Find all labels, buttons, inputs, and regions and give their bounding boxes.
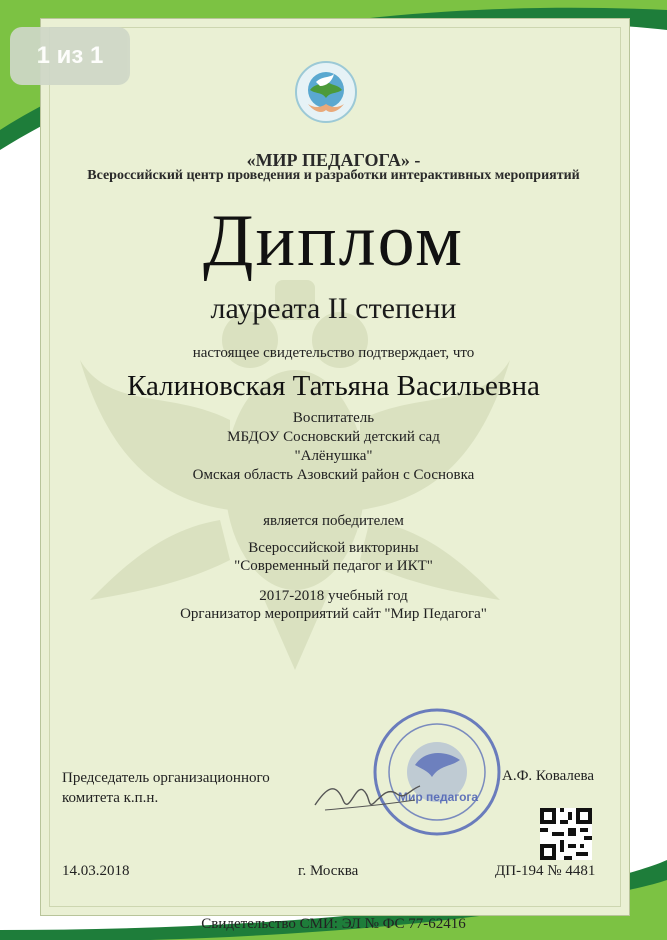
document-number: ДП-194 № 4481 xyxy=(495,863,596,879)
handwritten-signature xyxy=(305,760,425,830)
issue-city: г. Москва xyxy=(298,863,359,879)
mir-pedagoga-logo xyxy=(294,60,358,124)
academic-year: 2017-2018 учебный год xyxy=(259,588,408,604)
qr-code xyxy=(540,808,592,860)
chairman-title xyxy=(62,768,270,808)
recipient-name: Калиновская Татьяна Васильевна xyxy=(127,370,540,402)
issue-date: 14.03.2018 xyxy=(62,863,130,879)
organizer-text: Организатор мероприятий сайт "Мир Педагога" xyxy=(180,606,487,622)
chairman-line-2: комитета к.п.н. xyxy=(62,790,159,806)
organization-title: «МИР ПЕДАГОГА» - xyxy=(246,150,421,170)
event-type: Всероссийской викторины xyxy=(248,540,419,556)
winner-status: является победителем xyxy=(263,513,404,529)
recipient-institution: МБДОУ Сосновский детский сад xyxy=(227,429,440,445)
page-indicator: 1 из 1 xyxy=(10,27,130,85)
stamp-label: Мир педагога xyxy=(398,790,479,804)
signer-name: А.Ф. Ковалева xyxy=(502,768,595,784)
recipient-location: Омская область Азовский район с Сосновка xyxy=(192,467,475,483)
event-name: "Современный педагог и ИКТ" xyxy=(234,558,433,574)
diploma-heading: Диплом xyxy=(202,200,465,282)
media-registration: Свидетельство СМИ: ЭЛ № ФС 77-62416 xyxy=(201,916,466,932)
chairman-line-1: Председатель организационного xyxy=(62,770,270,786)
certifies-text: настоящее свидетельство подтверждает, что xyxy=(192,345,475,361)
institution-name: "Алёнушка" xyxy=(294,448,373,464)
organization-subtitle: Всероссийский центр проведения и разработки интерактивных мероприятий xyxy=(87,168,580,183)
diploma-degree: лауреата II степени xyxy=(210,292,457,325)
recipient-position: Воспитатель xyxy=(292,410,375,426)
